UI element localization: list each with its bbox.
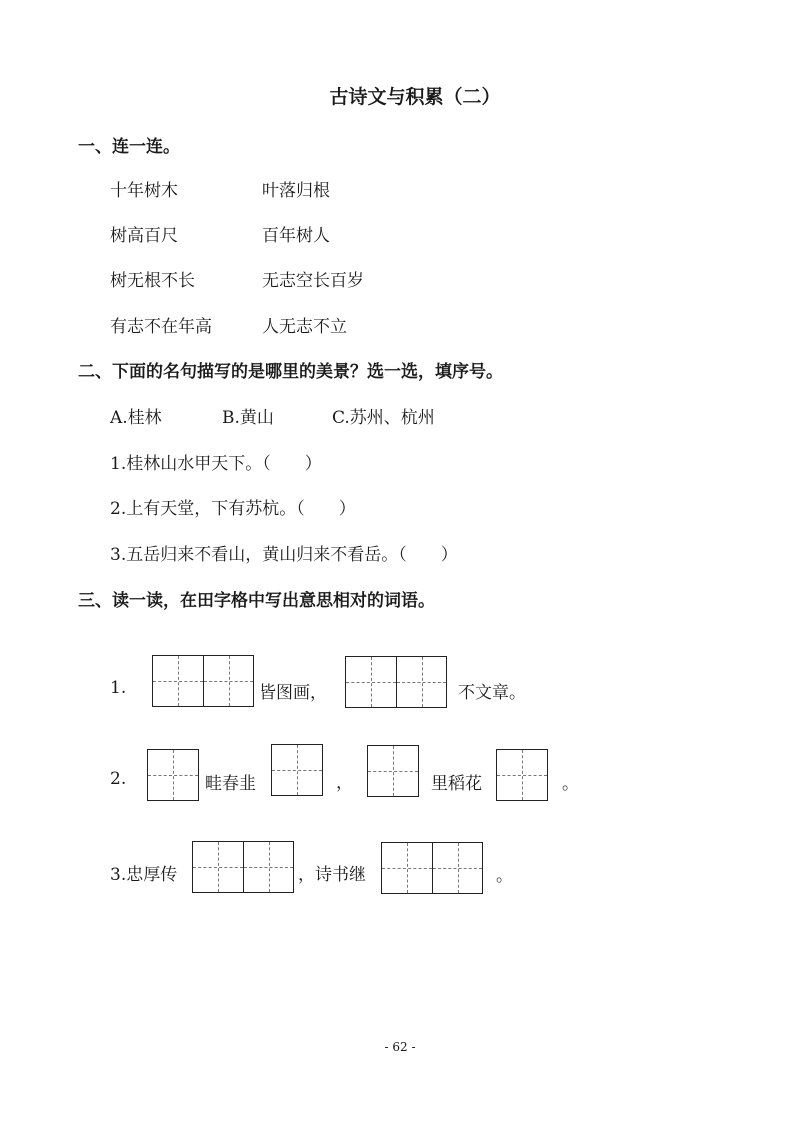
q3-prefix: 3.忠厚传 bbox=[110, 865, 178, 885]
question-1[interactable]: 1.桂林山水甲天下。（ ） bbox=[110, 454, 322, 474]
match-right-item: 百年树人 bbox=[262, 226, 330, 246]
match-left-item: 有志不在年高 bbox=[110, 317, 212, 337]
tianzige-grid[interactable] bbox=[192, 841, 294, 893]
option-a: A.桂林 bbox=[110, 408, 162, 428]
match-left-item: 树高百尺 bbox=[110, 226, 178, 246]
section-2-heading: 二、下面的名句描写的是哪里的美景？选一选，填序号。 bbox=[78, 362, 503, 382]
option-c: C.苏州、杭州 bbox=[332, 408, 435, 428]
grid-cell[interactable] bbox=[148, 750, 198, 800]
question-2[interactable]: 2.上有天堂，下有苏杭。（ ） bbox=[110, 499, 356, 519]
tianzige-grid[interactable] bbox=[147, 749, 199, 801]
tianzige-grid[interactable] bbox=[345, 656, 447, 708]
match-right-item: 无志空长百岁 bbox=[262, 271, 364, 291]
grid-cell[interactable] bbox=[368, 746, 418, 796]
match-left-item: 树无根不长 bbox=[110, 271, 195, 291]
section-1-heading: 一、连一连。 bbox=[78, 137, 180, 157]
q1-text-b: 不文章。 bbox=[458, 683, 526, 703]
grid-cell[interactable] bbox=[243, 842, 293, 892]
tianzige-grid[interactable] bbox=[367, 745, 419, 797]
grid-cell[interactable] bbox=[193, 842, 243, 892]
grid-cell[interactable] bbox=[382, 843, 432, 893]
q2-text-c: 里稻花 bbox=[431, 774, 482, 794]
q2-text-d: 。 bbox=[562, 774, 579, 794]
grid-cell[interactable] bbox=[432, 843, 482, 893]
option-b: B.黄山 bbox=[222, 408, 274, 428]
match-right-item: 叶落归根 bbox=[262, 181, 330, 201]
q1-number: 1. bbox=[110, 678, 127, 698]
grid-cell[interactable] bbox=[153, 656, 203, 706]
tianzige-grid[interactable] bbox=[496, 749, 548, 801]
q1-text-a: 皆图画， bbox=[259, 683, 327, 703]
q2-text-a: 畦春韭 bbox=[205, 774, 256, 794]
tianzige-grid[interactable] bbox=[381, 842, 483, 894]
section-3-heading: 三、读一读，在田字格中写出意思相对的词语。 bbox=[78, 591, 435, 611]
page-title: 古诗文与积累（二） bbox=[329, 86, 501, 108]
q2-number: 2. bbox=[110, 769, 127, 789]
question-3[interactable]: 3.五岳归来不看山，黄山归来不看岳。（ ） bbox=[110, 545, 458, 565]
grid-cell[interactable] bbox=[203, 656, 253, 706]
q3-text-b: 。 bbox=[496, 866, 513, 886]
q3-text-a: ，诗书继 bbox=[298, 865, 366, 885]
page-number: - 62 - bbox=[384, 1040, 416, 1054]
tianzige-grid[interactable] bbox=[271, 744, 323, 796]
grid-cell[interactable] bbox=[272, 745, 322, 795]
grid-cell[interactable] bbox=[396, 657, 446, 707]
q2-text-b: ， bbox=[336, 773, 353, 793]
grid-cell[interactable] bbox=[346, 657, 396, 707]
match-left-item: 十年树木 bbox=[110, 181, 178, 201]
grid-cell[interactable] bbox=[497, 750, 547, 800]
match-right-item: 人无志不立 bbox=[262, 317, 347, 337]
tianzige-grid[interactable] bbox=[152, 655, 254, 707]
